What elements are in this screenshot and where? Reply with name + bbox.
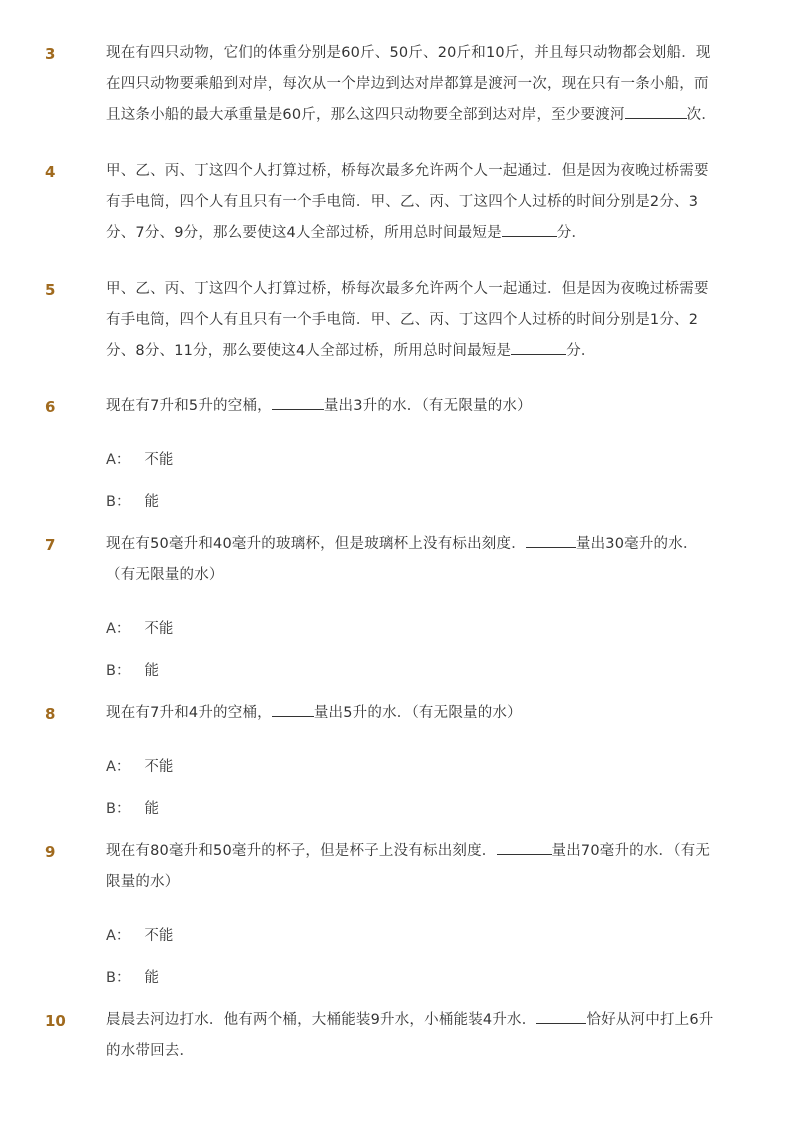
question-text-part: 现在有7升和4升的空桶， [106,705,272,721]
option-letter: B： [106,663,131,679]
question-number: 9 [45,843,56,861]
question-text [106,529,718,591]
option-a[interactable] [106,618,173,640]
answer-blank[interactable] [497,840,552,855]
option-text: 不能 [144,928,174,944]
option-text: 能 [144,801,159,817]
question-text-part: 现在有50毫升和40毫升的玻璃杯，但是玻璃杯上没有标出刻度． [106,536,526,552]
question-text-part: 甲、乙、丙、丁这四个人打算过桥，桥每次最多允许两个人一起通过．但是因为夜晚过桥需要有手电筒，四个人有且只有一个手电筒．甲、乙、丙、丁这四个人过桥的时间分别是2分、3分、7分、9分，那么要使这4人全部过桥，所用总时间最短是 [106,163,709,241]
question-text-part: 现在有80毫升和50毫升的杯子，但是杯子上没有标出刻度． [106,843,497,859]
option-text: 不能 [144,621,174,637]
option-a[interactable] [106,449,173,471]
question-number: 7 [45,536,56,554]
question-number: 5 [45,281,56,299]
question-number: 3 [45,45,56,63]
option-text: 能 [144,494,159,510]
option-b[interactable] [106,798,159,820]
question-text [106,156,718,249]
answer-blank[interactable] [272,702,314,717]
option-letter: A： [106,621,131,637]
question-text [106,1005,718,1067]
question-text-part: 恰好从河中打上6升的水带回去． [106,1012,714,1059]
option-letter: B： [106,970,131,986]
option-text: 能 [144,663,159,679]
answer-blank[interactable] [536,1009,586,1024]
answer-blank[interactable] [502,222,557,237]
question-text-part: 量出30毫升的水．（有无限量的水） [106,536,698,583]
question-text [106,836,718,898]
question-text-part: 分． [556,225,587,241]
question-text [106,391,718,422]
question-number: 6 [45,398,56,416]
option-letter: A： [106,452,131,468]
option-b[interactable] [106,491,159,513]
question-text-part: 现在有四只动物，它们的体重分别是60斤、50斤、20斤和10斤，并且每只动物都会划船．现在四只动物要乘船到对岸，每次从一个岸边到达对岸都算是渡河一次，现在只有一条小船，而且这条小船的最大承重量是60斤，那么这四只动物要全部到达对岸，至少要渡河 [106,45,711,123]
option-b[interactable] [106,660,159,682]
question-text-part: 分． [566,343,596,359]
answer-blank[interactable] [511,340,566,355]
option-a[interactable] [106,756,173,778]
question-number: 4 [45,163,56,181]
option-b[interactable] [106,967,159,989]
question-number: 8 [45,705,56,723]
option-text: 不能 [144,759,174,775]
option-letter: B： [106,801,131,817]
option-a[interactable] [106,925,173,947]
question-text-part: 甲、乙、丙、丁这四个人打算过桥，桥每次最多允许两个人一起通过．但是因为夜晚过桥需要有手电筒，四个人有且只有一个手电筒．甲、乙、丙、丁这四个人过桥的时间分别是1分、2分、8分、11分，那么要使这4人全部过桥，所用总时间最短是 [106,281,709,359]
question-number: 10 [45,1012,66,1030]
question-text [106,274,718,367]
question-text [106,698,718,729]
question-text-part: 次． [686,107,717,123]
answer-blank[interactable] [625,104,687,119]
option-text: 不能 [144,452,174,468]
question-text-part: 量出5升的水．（有无限量的水） [313,705,522,721]
option-text: 能 [144,970,159,986]
option-letter: A： [106,759,131,775]
question-text-part: 晨晨去河边打水．他有两个桶，大桶能装9升水，小桶能装4升水． [106,1012,537,1028]
question-text [106,38,718,131]
answer-blank[interactable] [272,395,324,410]
option-letter: A： [106,928,131,944]
question-text-part: 量出3升的水．（有无限量的水） [323,398,532,414]
option-letter: B： [106,494,131,510]
question-text-part: 量出70毫升的水．（有无限量的水） [106,843,711,890]
question-text-part: 现在有7升和5升的空桶， [106,398,272,414]
answer-blank[interactable] [526,533,576,548]
